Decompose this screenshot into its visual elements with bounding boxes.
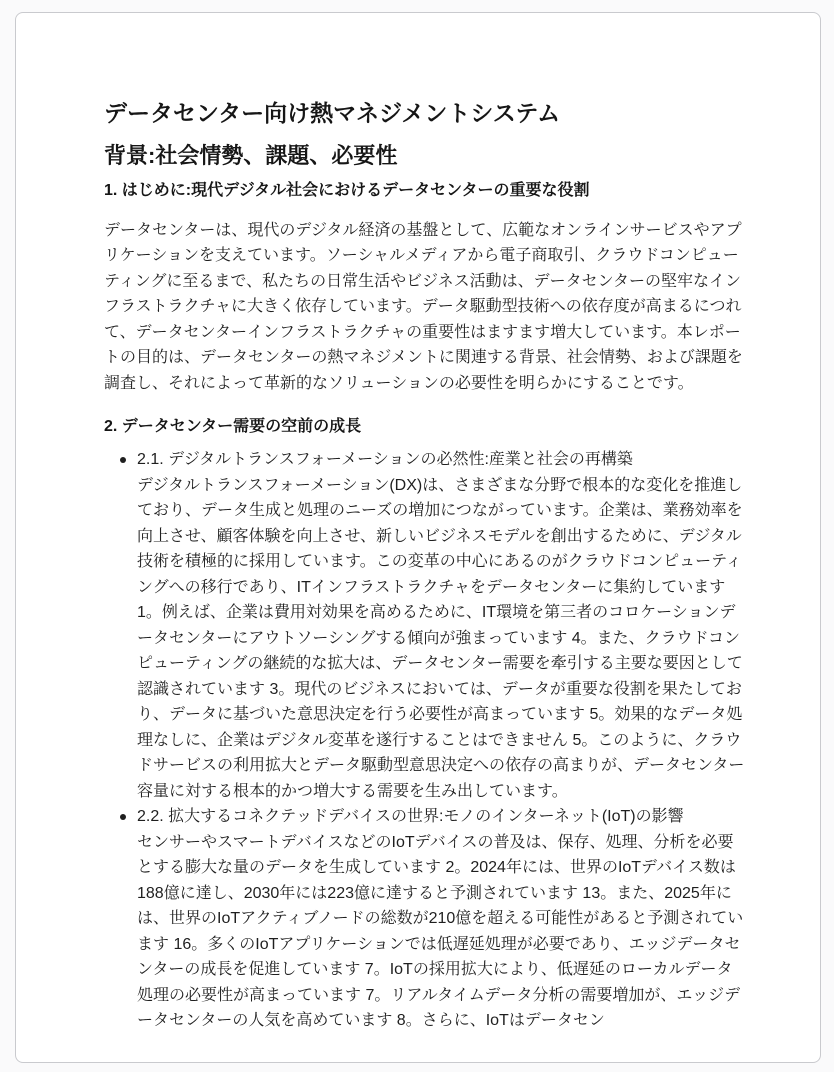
section-2-heading: 2. データセンター需要の空前の成長 <box>104 418 362 436</box>
document-content <box>16 13 820 1034</box>
list-item-2-2 <box>104 804 748 1034</box>
section-1-heading: 1. はじめに:現代デジタル社会におけるデータセンターの重要な役割 <box>104 182 590 200</box>
document-title: データセンター向け熱マネジメントシステム <box>104 100 561 126</box>
intro-paragraph: データセンターは、現代のデジタル経済の基盤として、広範なオンラインサービスやアプリケーションを支えています。ソーシャルメディアから電子商取引、クラウドコンピューティングに至るまで、私たちの日常生活やビジネス活動は、データセンターの堅牢なインフラストラクチャに大きく依存しています。データ駆動型技術への依存度が高まるにつれて、データセンターインフラストラクチャの重要性はますます増大しています。本レポートの目的は、データセンターの熱マネジメントに関連する背景、社会情勢、および課題を調査し、それによって革新的なソリューションの必要性を明らかにすることです。 <box>104 221 743 392</box>
document-subtitle: 背景:社会情勢、課題、必要性 <box>104 143 398 169</box>
bullet-subheading: 2.1. デジタルトランスフォーメーションの必然性:産業と社会の再構築 <box>137 451 633 469</box>
bullet-body: デジタルトランスフォーメーション(DX)は、さまざまな分野で根本的な変化を推進しており、データ生成と処理のニーズの増加につながっています。企業は、業務効率を向上させ、顧客体験を向上させ、新しいビジネスモデルを創出するために、デジタル技術を積極的に採用しています。この変革の中心にあるのがクラウドコンピューティングへの移行であり、ITインフラストラクチャをデータセンターに集約しています 1。例えば、企業は費用対効果を高めるために、IT環境を第三者のコロケーションデータセンターにアウトソーシングする傾向が強まっています 4。また、クラウドコンピューティングの継続的な拡大は、データセンター需要を牽引する主要な要因として認識されています 3。現代のビジネスにおいては、データが重要な役割を果たしており、データに基づいた意思決定を行う必要性が高まっています 5。効果的なデータ処理なしに、企業はデジタル変革を遂行することはできません 5。このように、クラウドサービスの利用拡大とデータ駆動型意思決定への依存の高まりが、データセンター容量に対する根本的かつ増大する需要を生み出しています。 <box>137 476 745 800</box>
bullet-dot-icon <box>120 814 126 820</box>
document-page <box>15 12 821 1063</box>
bullet-dot-icon <box>120 457 126 463</box>
bullet-subheading: 2.2. 拡大するコネクテッドデバイスの世界:モノのインターネット(IoT)の影響 <box>137 808 684 826</box>
section-2-bullet-list <box>104 447 748 1034</box>
bullet-body: センサーやスマートデバイスなどのIoTデバイスの普及は、保存、処理、分析を必要とする膨大な量のデータを生成しています 2。2024年には、世界のIoTデバイス数は188億に達し、2030年には223億に達すると予測されています 13。また、2025年には、世界のIoTアクティブノードの総数が210億を超える可能性があると予測されています 16。多くのIoTアプリケーションでは低遅延処理が必要であり、エッジデータセンターの成長を促進しています 7。IoTの採用拡大により、低遅延のローカルデータ処理の必要性が高まっています 7。リアルタイムデータ分析の需要増加が、エッジデータセンターの人気を高めています 8。さらに、IoTはデータセン <box>137 833 744 1030</box>
list-item-2-1 <box>104 447 748 804</box>
